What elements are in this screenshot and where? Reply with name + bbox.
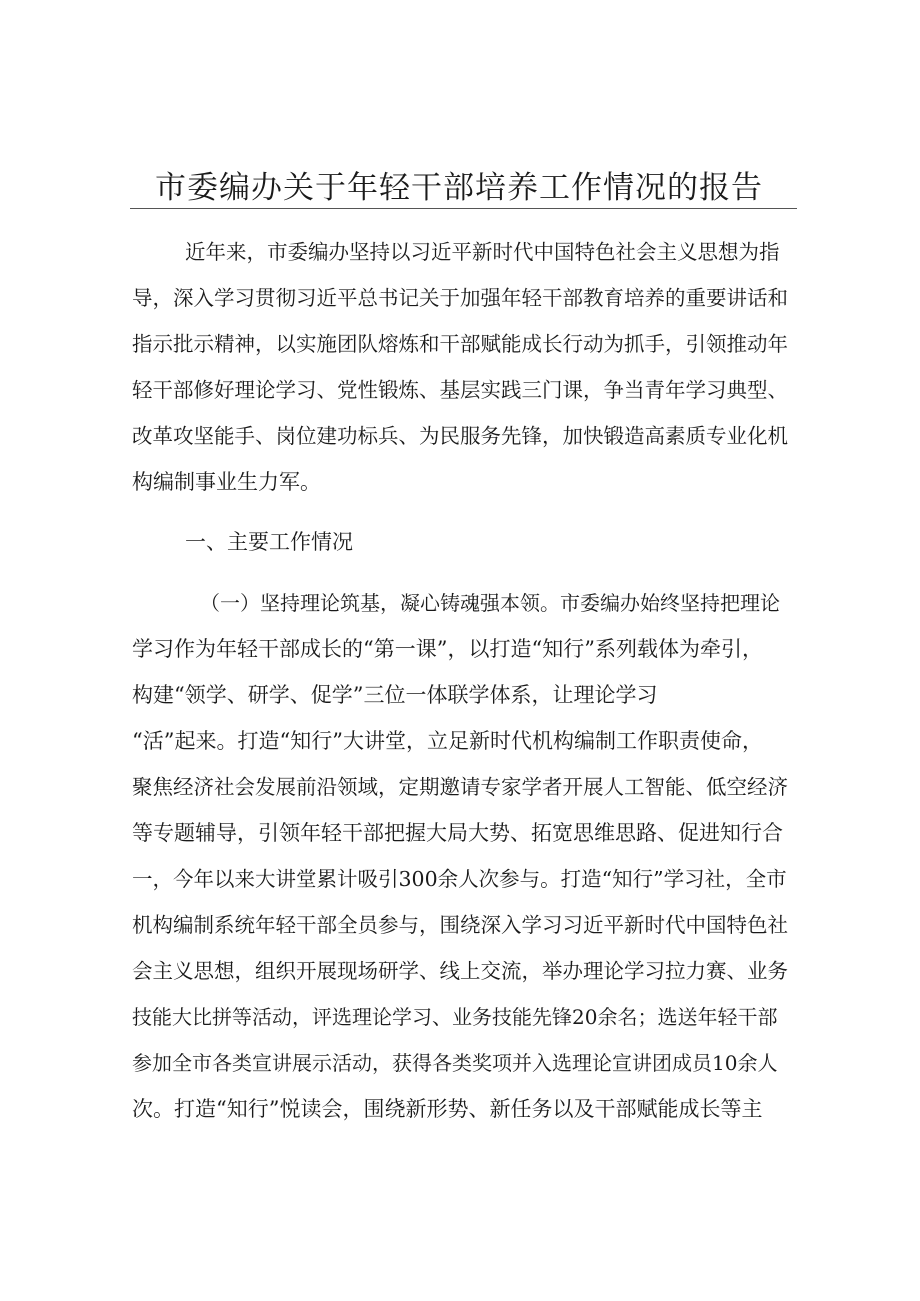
subsection-line-4: “活”起来。打造“知行”大讲堂，立足新时代机构编制工作职责使命，	[132, 729, 763, 753]
subsection-line-9: 会主义思想，组织开展现场研学、线上交流，举办理论学习拉力赛、业务	[132, 959, 788, 983]
title-underline	[130, 208, 797, 209]
subsection-line-10: 技能大比拼等活动，评选理论学习、业务技能先锋20余名；选送年轻干部	[132, 1005, 778, 1029]
subsection-line-6: 等专题辅导，引领年轻干部把握大局大势、拓宽思维思路、促进知行合	[132, 821, 783, 845]
intro-line-1: 近年来，市委编办坚持以习近平新时代中国特色社会主义思想为指	[185, 240, 780, 264]
subsection-line-12: 次。打造“知行”悦读会，围绕新形势、新任务以及干部赋能成长等主	[132, 1097, 763, 1121]
subsection-line-5: 聚焦经济社会发展前沿领域，定期邀请专家学者开展人工智能、低空经济	[132, 775, 788, 799]
section-heading: 一、主要工作情况	[185, 530, 353, 554]
subsection-line-8: 机构编制系统年轻干部全员参与，围绕深入学习习近平新时代中国特色社	[132, 913, 788, 937]
intro-line-4: 轻干部修好理论学习、党性锻炼、基层实践三门课，争当青年学习典型、	[132, 378, 788, 402]
intro-line-6: 构编制事业生力军。	[132, 470, 321, 494]
subsection-line-1: （一）坚持理论筑基，凝心铸魂强本领。市委编办始终坚持把理论	[200, 591, 780, 615]
subsection-line-11: 参加全市各类宣讲展示活动，获得各类奖项并入选理论宣讲团成员10余人	[132, 1051, 778, 1075]
subsection-line-3: 构建“领学、研学、促学”三位一体联学体系，让理论学习	[132, 683, 658, 707]
intro-line-2: 导，深入学习贯彻习近平总书记关于加强年轻干部教育培养的重要讲话和	[132, 286, 788, 310]
document-title: 市委编办关于年轻干部培养工作情况的报告	[155, 170, 763, 206]
intro-line-3: 指示批示精神，以实施团队熔炼和干部赋能成长行动为抓手，引领推动年	[132, 332, 788, 356]
intro-line-5: 改革攻坚能手、岗位建功标兵、为民服务先锋，加快锻造高素质专业化机	[132, 424, 788, 448]
subsection-line-2: 学习作为年轻干部成长的“第一课”，以打造“知行”系列载体为牵引，	[132, 637, 763, 661]
subsection-line-7: 一，今年以来大讲堂累计吸引300余人次参与。打造“知行”学习社，全市	[132, 867, 787, 891]
